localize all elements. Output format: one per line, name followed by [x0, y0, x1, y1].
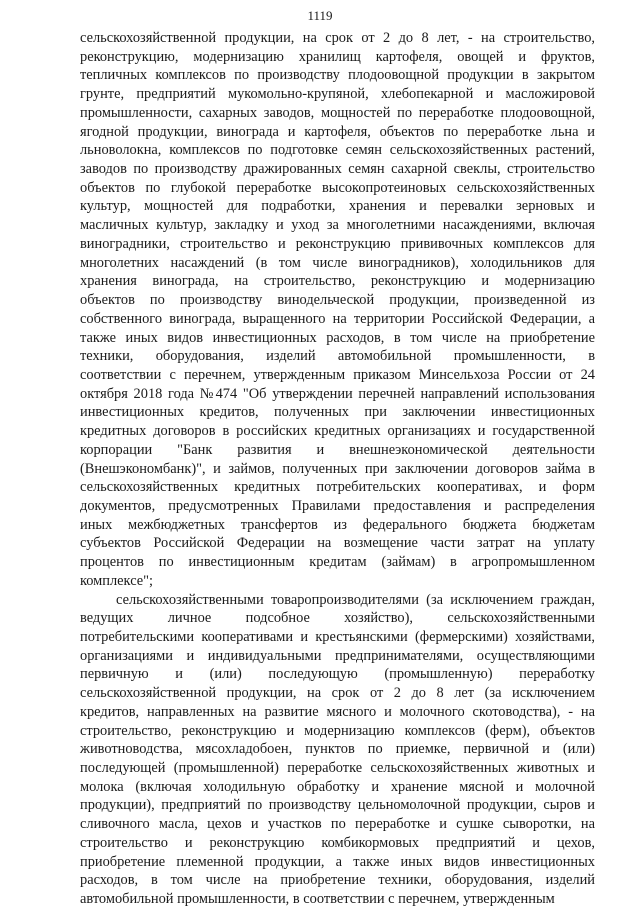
text-line: культур, мощностей для подработки, хранения и перевалки зерновых и: [80, 198, 595, 215]
text-line: масличных культур, закладку и уход за многолетними насаждениями, включая: [80, 217, 595, 234]
paragraph: [80, 29, 595, 591]
text-line: потребительскими кооперативами и крестьянскими (фермерскими) хозяйствами,: [80, 629, 595, 645]
text-line: объектов по глубокой переработке высокопротеиновых сельскохозяйственных: [80, 179, 595, 196]
text-line: реконструкцию, модернизацию хранилищ картофеля, овощей и фруктов,: [80, 48, 595, 65]
text-line: ведущих личное подсобное хозяйство), сельскохозяйственными: [80, 610, 595, 627]
text-line: виноградники, строительство и реконструкцию прививочных комплексов для: [80, 235, 595, 252]
text-line: приобретение племенной продукции, а также иных видов инвестиционных: [80, 853, 595, 870]
text-line: молока (включая холодильную обработку и хранение мясной и молочной: [80, 778, 595, 795]
text-line: кредитов, направленных на развитие мясного и молочного скотоводства), - на: [80, 703, 595, 720]
document-body: [80, 29, 595, 909]
text-line: техники, оборудования, изделий автомобильной промышленности, в: [80, 348, 595, 365]
text-line: объектов по производству винодельческой продукции, произведенной из: [80, 292, 595, 309]
text-line: организациями и индивидуальными предпринимателями, осуществляющими: [80, 647, 595, 664]
text-line: строительство, реконструкцию и модернизацию комплексов (ферм), объектов: [80, 722, 595, 739]
text-line: собственного винограда, выращенного на территории Российской Федерации, а: [80, 310, 595, 327]
text-line: ягодной продукции, винограда и картофеля, объектов по переработке льна и: [80, 123, 595, 140]
text-line: животноводства, мясохладобоен, пунктов по приемке, первичной и (или): [80, 741, 595, 758]
text-line: также иных видов инвестиционных расходов, в том числе на приобретение: [80, 329, 595, 346]
text-line: сельскохозяйственных кредитных потребительских кооперативах, и форм: [80, 479, 595, 496]
paragraph: [80, 591, 595, 909]
text-line: комплексе";: [80, 572, 154, 589]
text-line: инвестиционных кредитов, полученных при заключении инвестиционных: [80, 404, 595, 421]
text-line: кредитных договоров в российских кредитных организациях и государственной: [80, 423, 595, 440]
text-line: хранения винограда, на строительство, реконструкцию и модернизацию: [80, 273, 595, 290]
text-line: сельскохозяйственной продукции, на срок от 2 до 8 лет, - на строительство,: [80, 30, 595, 46]
text-line: промышленности, сахарных заводов, мощностей по переработке плодоовощной,: [80, 104, 595, 121]
text-line: сельскохозяйственной продукции, на срок от 2 до 8 лет (за исключением: [80, 685, 595, 702]
text-line: продукции), предприятий по производству цельномолочной продукции, сыров и: [80, 797, 595, 814]
text-line: первичную и (или) последующую (промышленную) переработку: [80, 666, 595, 683]
text-line: многолетних насаждений (в том числе виноградников), холодильников для: [80, 254, 595, 271]
text-line: субъектов Российской Федерации на возмещение части затрат на уплату: [80, 535, 595, 552]
text-line: процентов по инвестиционным кредитам (займам) в агропромышленном: [80, 554, 595, 571]
text-line: сельскохозяйственными товаропроизводителями (за исключением граждан,: [116, 591, 595, 608]
text-line: тепличных комплексов по производству плодоовощной продукции в закрытом: [80, 67, 595, 84]
text-line: расходов, в том числе на приобретение техники, оборудования, изделий: [80, 872, 595, 889]
text-line: льноволокна, комплексов по подготовке семян сельскохозяйственных растений,: [80, 142, 595, 159]
text-line: заводов по производству дражированных семян сахарной свеклы, строительство: [80, 161, 595, 178]
text-line: строительство и реконструкцию комбикормовых предприятий и цехов,: [80, 834, 595, 851]
text-line: автомобильной промышленности, в соответствии с перечнем, утвержденным: [80, 891, 555, 908]
text-line: документов, предусмотренных Правилами предоставления и распределения: [80, 497, 595, 514]
text-line: сливочного масла, цехов и участков по переработке и сушке сыворотки, на: [80, 816, 595, 833]
text-line: корпорации "Банк развития и внешнеэкономической деятельности: [80, 441, 595, 458]
text-line: октября 2018 года №474 "Об утверждении перечней направлений использования: [80, 385, 595, 402]
text-line: грунте, предприятий мукомольно-крупяной, хлебопекарной и масложировой: [80, 86, 595, 103]
text-line: соответствии с перечнем, утвержденным приказом Минсельхоза России от 24: [80, 366, 595, 383]
page-number: 1119: [307, 8, 333, 23]
text-line: иных межбюджетных трансфертов из федерального бюджета бюджетам: [80, 516, 595, 533]
text-line: последующей (промышленной) переработке сельскохозяйственных животных и: [80, 760, 595, 777]
text-line: (Внешэкономбанк)", и займов, полученных при заключении договоров займа в: [80, 460, 595, 477]
